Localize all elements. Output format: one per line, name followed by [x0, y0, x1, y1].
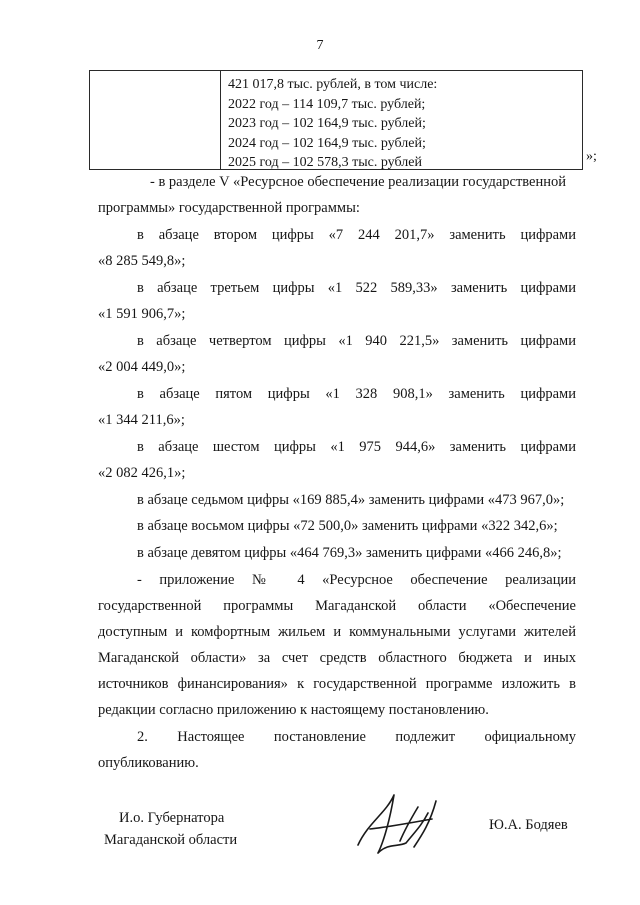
signatory-name: Ю.А. Бодяев	[489, 817, 568, 833]
paragraph-line: в абзаце пятом цифры «1 328 908,1» заменить цифрами	[137, 386, 576, 402]
paragraph-line: «2 004 449,0»;	[98, 359, 186, 375]
paragraph-line: в абзаце втором цифры «7 244 201,7» заменить цифрами	[137, 227, 576, 243]
signatory-title: И.о. Губернатора	[119, 810, 225, 826]
paragraph-line: в абзаце шестом цифры «1 975 944,6» заменить цифрами	[137, 439, 576, 455]
appendix-line: - приложение № 4 «Ресурсное обеспечение реализации	[137, 572, 576, 588]
paragraph-line: в абзаце четвертом цифры «1 940 221,5» заменить цифрами	[137, 333, 576, 349]
page-number: 7	[316, 38, 324, 53]
signatory-region: Магаданской области	[104, 832, 238, 848]
paragraph-line: в абзаце восьмом цифры «72 500,0» заменить цифрами «322 342,6»;	[137, 518, 558, 534]
appendix-line: редакции согласно приложению к настоящему постановлению.	[98, 702, 489, 718]
paragraph-line: «8 285 549,8»;	[98, 253, 186, 269]
paragraph-line: в абзаце девятом цифры «464 769,3» заменить цифрами «466 246,8»;	[137, 545, 562, 561]
paragraph-line: «1 591 906,7»;	[98, 306, 186, 322]
point-two-line: опубликованию.	[98, 755, 199, 771]
table-line: 2024 год – 102 164,9 тыс. рублей;	[228, 135, 426, 151]
handwritten-signature	[348, 783, 448, 863]
paragraph-line: в абзаце седьмом цифры «169 885,4» заменить цифрами «473 967,0»;	[137, 492, 565, 508]
paragraph-line: в абзаце третьем цифры «1 522 589,33» заменить цифрами	[137, 280, 576, 296]
paragraph-line: «2 082 426,1»;	[98, 465, 186, 481]
table-line: 2025 год – 102 578,3 тыс. рублей	[228, 155, 422, 170]
appendix-line: Магаданской области» за счет средств областного бюджета и иных	[98, 650, 576, 666]
appendix-line: доступным и комфортным жильем и коммунальными услугами жителей	[98, 624, 576, 640]
table-line: 2022 год – 114 109,7 тыс. рублей;	[228, 96, 426, 112]
appendix-line: государственной программы Магаданской области «Обеспечение	[98, 598, 576, 614]
amendment-table	[89, 70, 583, 170]
table-closing-quote: »;	[586, 149, 597, 164]
table-line: 2023 год – 102 164,9 тыс. рублей;	[228, 116, 426, 131]
point-two-line: 2. Настоящее постановление подлежит официальному	[137, 729, 576, 745]
table-text	[228, 75, 437, 173]
table-divider	[220, 71, 221, 169]
table-line: 421 017,8 тыс. рублей, в том числе:	[228, 77, 438, 92]
section-intro-line: программы» государственной программы:	[98, 200, 360, 216]
appendix-line: источников финансирования» к государственной программе изложить в	[98, 676, 576, 692]
paragraph-line: «1 344 211,6»;	[98, 412, 185, 428]
section-intro-line: - в разделе V «Ресурсное обеспечение реализации государственной	[150, 174, 567, 190]
